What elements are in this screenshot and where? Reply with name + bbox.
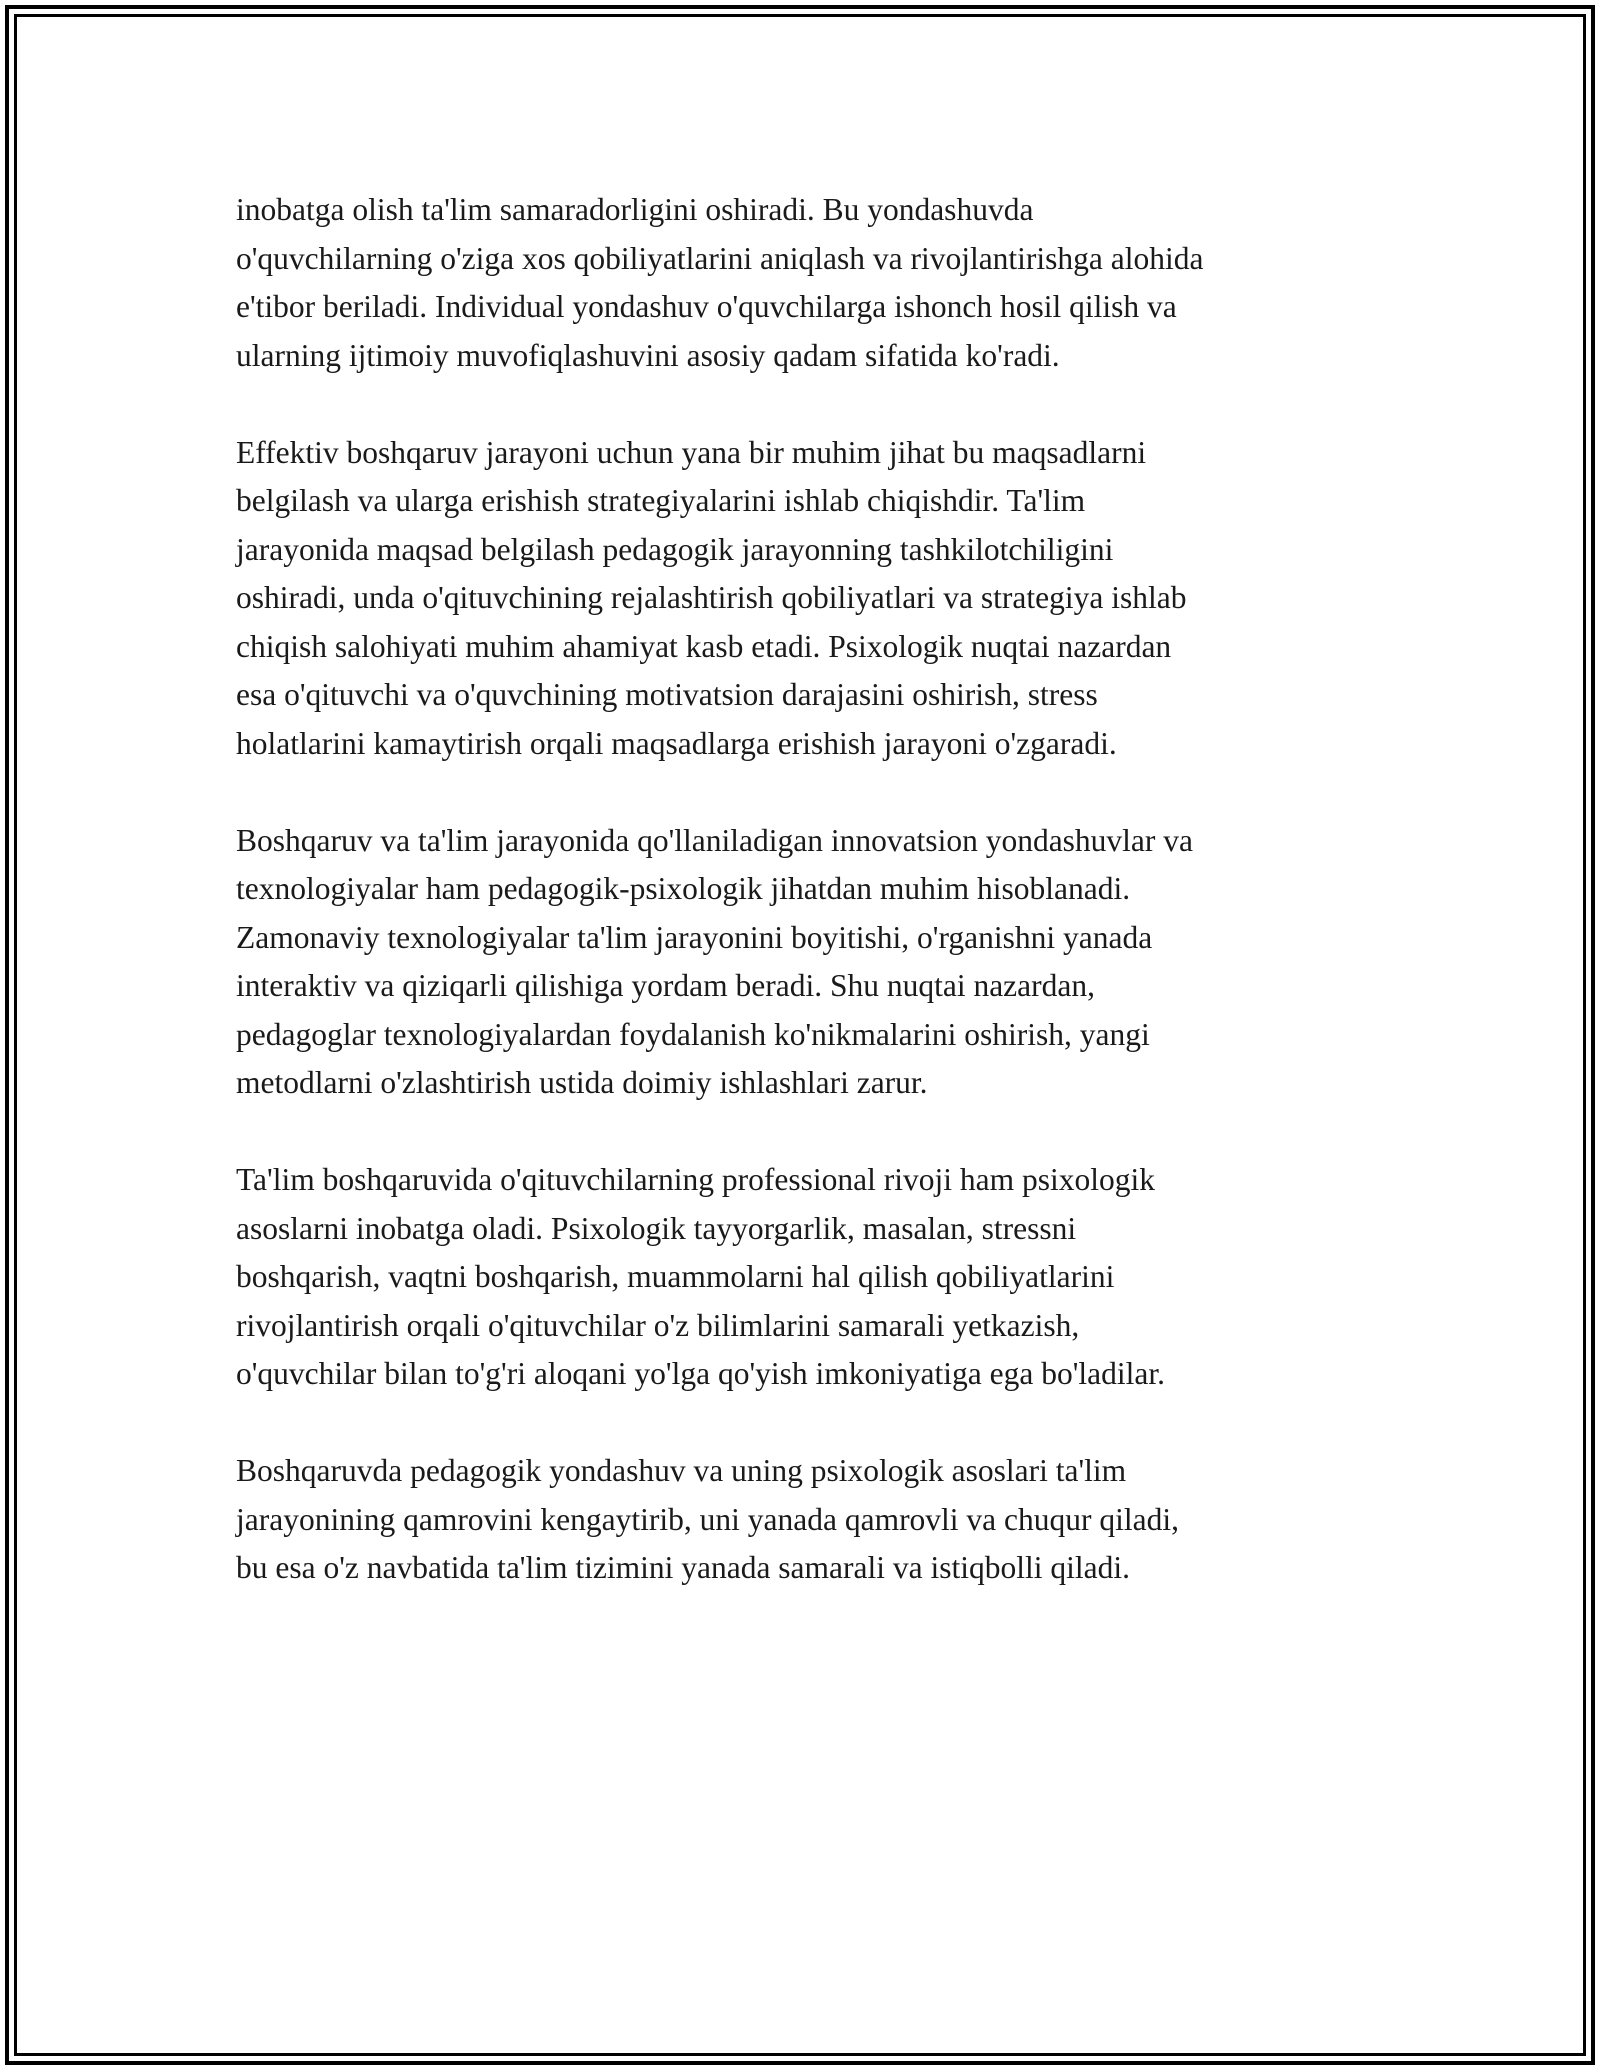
paragraph-3: Boshqaruv va ta'lim jarayonida qo'llaniladigan innovatsion yondashuvlar va texnologiyalar ham pedagogik-psixologik jihatdan muhim hisoblanadi. Zamonaviy texnologiyalar ta'lim jarayonini boyitishi, o'rganishni yanada interaktiv va qiziqarli qilishiga yordam beradi. Shu nuqtai nazardan, pedagoglar texnologiyalardan foydalanish ko'nikmalarini oshirish, yangi metodlarni o'zlashtirish ustida doimiy ishlashlari zarur. [236, 822, 1194, 1100]
paragraph-5: Boshqaruvda pedagogik yondashuv va uning psixologik asoslari ta'lim jarayonining qamrovini kengaytirib, uni yanada qamrovli va chuqur qiladi, bu esa o'z navbatida ta'lim tizimini yanada samarali va istiqbolli qiladi. [236, 1453, 1180, 1585]
paragraph-4: Ta'lim boshqaruvida o'qituvchilarning professional rivoji ham psixologik asoslarni inobatga oladi. Psixologik tayyorgarlik, masalan, stressni boshqarish, vaqtni boshqarish, muammolarni hal qilish qobiliyatlarini rivojlantirish orqali o'qituvchilar o'z bilimlarini samarali yetkazish, o'quvchilar bilan to'g'ri aloqani yo'lga qo'yish imkoniyatiga ega bo'ladilar. [236, 1162, 1165, 1391]
paragraph-1: inobatga olish ta'lim samaradorligini oshiradi. Bu yondashuvda o'quvchilarning o'ziga xos qobiliyatlarini aniqlash va rivojlantirishga alohida e'tibor beriladi. Individual yondashuv o'quvchilarga ishonch hosil qilish va ularning ijtimoiy muvofiqlashuvini asosiy qadam sifatida ko'radi. [236, 192, 1204, 373]
document-body [236, 186, 1386, 1641]
paragraph-2: Effektiv boshqaruv jarayoni uchun yana bir muhim jihat bu maqsadlarni belgilash va ularga erishish strategiyalarini ishlab chiqishdir. Ta'lim jarayonida maqsad belgilash pedagogik jarayonning tashkilotchiligini oshiradi, unda o'qituvchining rejalashtirish qobiliyatlari va strategiya ishlab chiqish salohiyati muhim ahamiyat kasb etadi. Psixologik nuqtai nazardan esa o'qituvchi va o'quvchining motivatsion darajasini oshirish, stress holatlarini kamaytirish orqali maqsadlarga erishish jarayoni o'zgaradi. [236, 434, 1187, 761]
